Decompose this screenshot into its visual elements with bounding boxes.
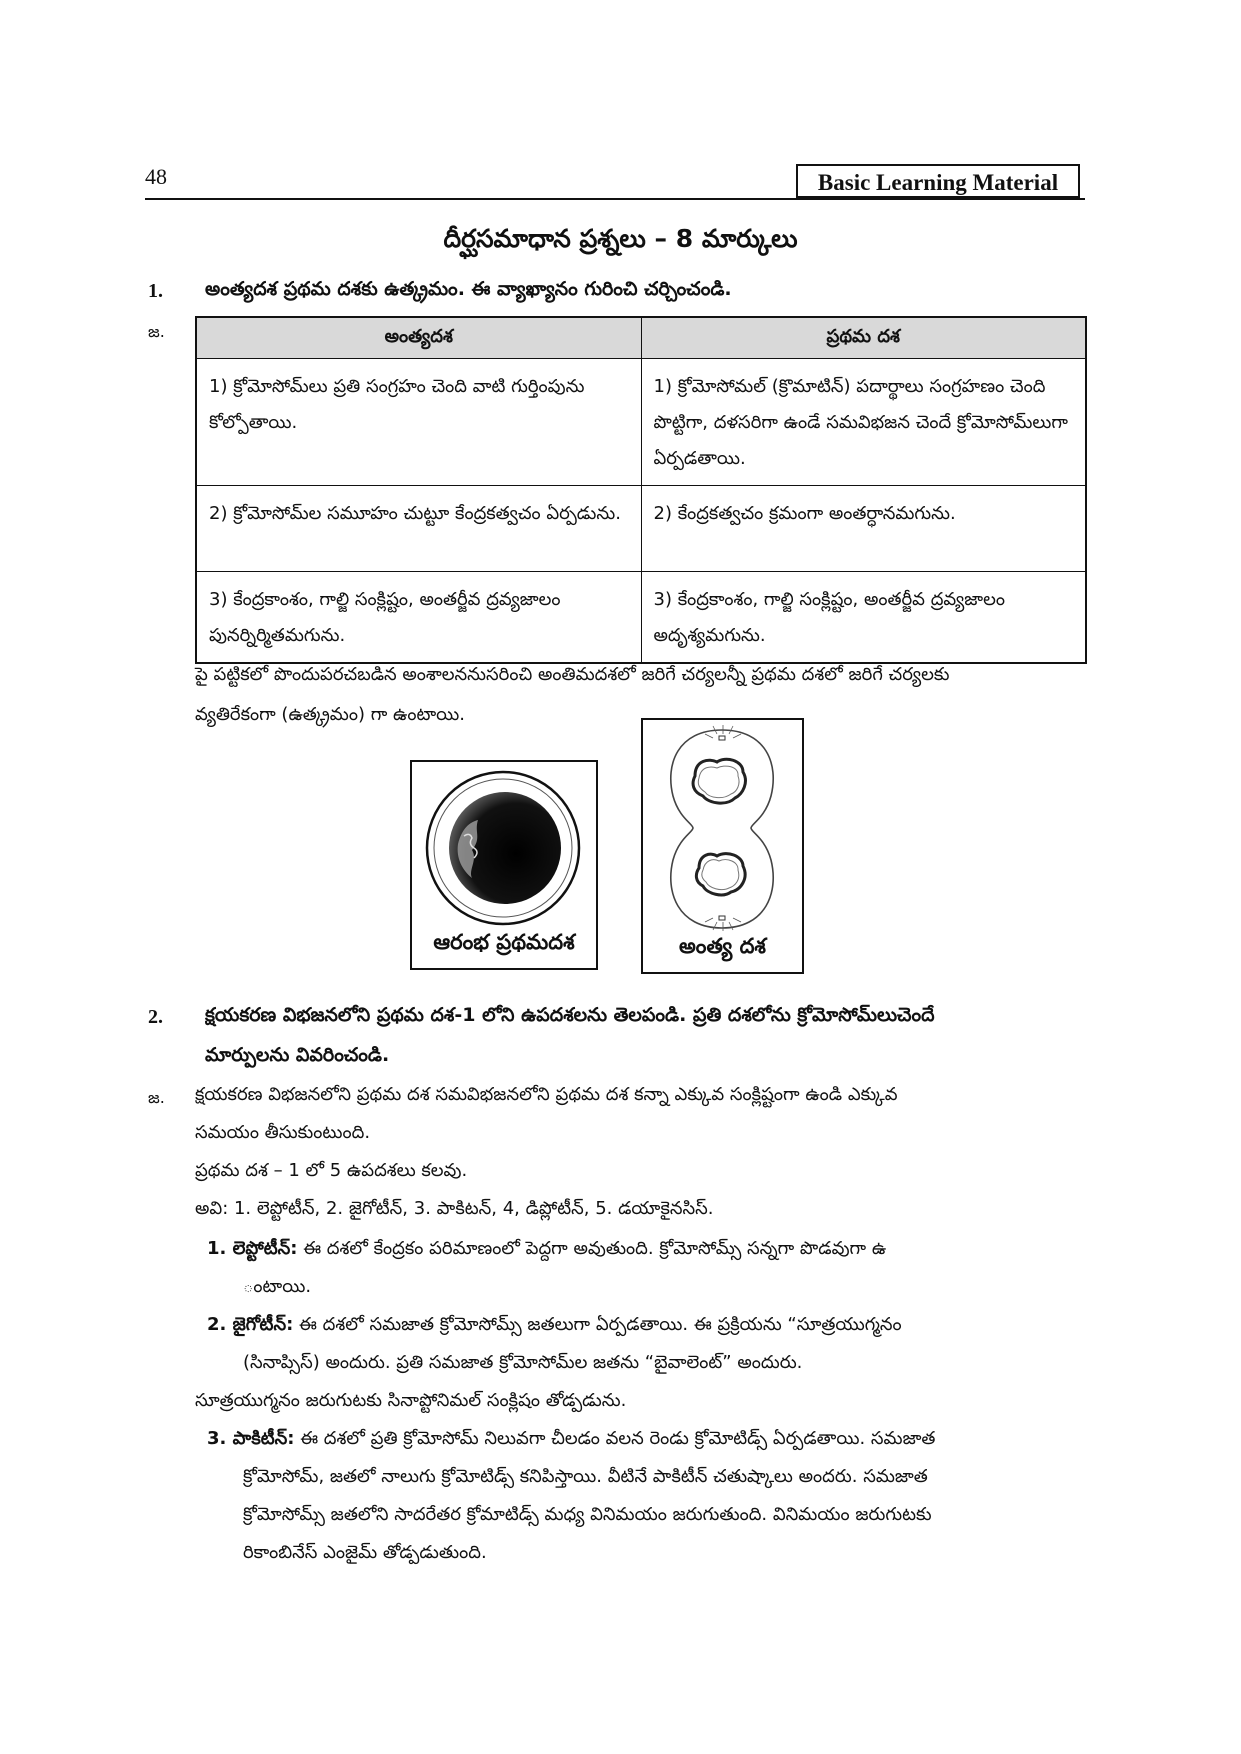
answer-2-line-1: క్షయకరణ విభజనలోని ప్రథమ దశ సమవిభజనలోని ప్రథమ దశ కన్నా ఎక్కువ సంక్లిష్టంగా ఉండి ఎక్కువ [195,1084,898,1105]
table-cell: 3) కేంద్రకాంశం, గాల్జి సంక్లిష్టం, అంతర్జీవ ద్రవ్యజాలం పునర్నిర్మితమగును. [196,572,641,664]
pachytene-line-4: రికాంబినేస్ ఎంజైమ్ తోడ్పడుతుంది. [243,1542,487,1563]
table-cell: 2) కేంద్రకత్వచం క్రమంగా అంతర్ధానమగును. [641,486,1086,572]
header-rule [145,198,1085,200]
zygotene-term: 2. జైగోటీన్: [207,1314,294,1335]
summary-line-2: వ్యతిరేకంగా (ఉత్క్రమం) గా ఉంటాయి. [195,704,466,725]
zygotene-note: సూత్రయుగ్మనం జరుగుటకు సినాప్టోనిమల్ సంక్లిషం తోడ్పడును. [195,1390,627,1411]
pachytene-term: 3. పాకిటీన్: [207,1428,295,1449]
table-cell: 1) క్రోమోసోమ్‌లు ప్రతి సంగ్రహం చెంది వాటి గుర్తింపును కోల్పోతాయి. [196,359,641,486]
question-2-line-2: మార్పులను వివరించండి. [205,1044,390,1066]
leptotene-line-2: ంటాయి. [243,1276,312,1297]
figure-telophase [641,718,804,974]
substages-list: అవి: 1. లెప్టోటీన్, 2. జైగోటీన్, 3. పాకిటన్, 4, డిప్లోటీన్, 5. డయాకైనసిస్. [195,1198,714,1219]
figure-telophase-caption: అంత్య దశ [679,934,766,958]
table-row [196,359,1086,486]
substages-count: ప్రథమ దశ – 1 లో 5 ఉపదశలు కలవు. [195,1160,468,1181]
list-item-zygotene [207,1306,902,1344]
pachytene-line-3: క్రోమోసోమ్స్ జతలోని సాదరేతర క్రోమాటిడ్స్ మధ్య వినిమయం జరుగుతుంది. వినిమయం జరుగుటకు [243,1504,932,1525]
table-header-telophase: అంత్యదశ [196,317,641,359]
answer-2-label: జ. [148,1088,165,1107]
table-row [196,486,1086,572]
answer-1-label: జ. [148,322,165,341]
leptotene-line-1: ఈ దశలో కేంద్రకం పరిమాణంలో పెద్దగా అవుతుంది. క్రోమోసోమ్స్ సన్నగా పొడవుగా ఉ [303,1238,887,1259]
question-2-line-1: క్షయకరణ విభజనలోని ప్రథమ దశ-1 లోని ఉపదశలను తెలపండి. ప్రతి దశలోను క్రోమోసోమ్‌లుచెందే [205,1004,935,1026]
question-1-number: 1. [148,280,163,302]
page-number: 48 [145,164,167,189]
book-title: Basic Learning Material [796,164,1080,198]
leptotene-term: 1. లెప్టోటీన్: [207,1238,298,1259]
answer-2-line-2: సమయం తీసుకుంటుంది. [195,1122,371,1143]
table-cell: 1) క్రోమోసోమల్ (క్రొమాటిన్) పదార్థాలు సంగ్రహణం చెంది పొట్టిగా, దళసరిగా ఉండే సమవిభజన చెందే క్రోమోసోమ్‌లుగా ఏర్పడతాయి. [641,359,1086,486]
pachytene-line-1: ఈ దశలో ప్రతి క్రోమోసోమ్ నిలువగా చీలడం వలన రెండు క్రోమోటిడ్స్ ఏర్పడతాయి. సమజాత [300,1428,936,1449]
table-cell: 3) కేంద్రకాంశం, గాల్జి సంక్లిష్టం, అంతర్జీవ ద్రవ్యజాలం అదృశ్యమగును. [641,572,1086,664]
section-title: దీర్ఘసమాధాన ప్రశ్నలు – 8 మార్కులు [443,224,798,253]
list-item-pachytene [207,1420,935,1458]
table-row [196,572,1086,664]
table-header-prophase: ప్రథమ దశ [641,317,1086,359]
zygotene-line-2: (సినాప్సిస్) అందురు. ప్రతి సమజాత క్రోమోసోమ్‌ల జతను “బైవాలెంట్” అందురు. [243,1352,803,1373]
table-cell: 2) క్రోమోసోమ్‌ల సమూహం చుట్టూ కేంద్రకత్వచం ఏర్పడును. [196,486,641,572]
list-item-leptotene [207,1230,886,1268]
figure-early-prophase [410,760,598,970]
table-header-row [196,317,1086,359]
telophase-illustration [643,724,801,934]
zygotene-line-1: ఈ దశలో సమజాత క్రోమోసోమ్స్ జతలుగా ఏర్పడతాయి. ఈ ప్రక్రియను “సూత్రయుగ్మనం [299,1314,902,1335]
comparison-table [195,316,1087,664]
question-1-text: అంత్యదశ ప్రథమ దశకు ఉత్క్రమం. ఈ వ్యాఖ్యానం గురించి చర్చించండి. [205,278,732,300]
pachytene-line-2: క్రోమోసోమ్, జతలో నాలుగు క్రోమోటిడ్స్ కనిపిస్తాయి. వీటినే పాకిటీన్ చతుష్కాలు అందరు. సమజాత [243,1466,928,1487]
figure-early-prophase-caption: ఆరంభ ప్రథమదశ [433,930,575,954]
summary-line-1: పై పట్టికలో పొందుపరచబడిన అంశాలననుసరించి అంతిమదశలో జరిగే చర్యలన్నీ ప్రథమ దశలో జరిగే చర్యలకు [195,664,950,685]
question-2-number: 2. [148,1006,163,1028]
nucleus-illustration [412,766,595,926]
